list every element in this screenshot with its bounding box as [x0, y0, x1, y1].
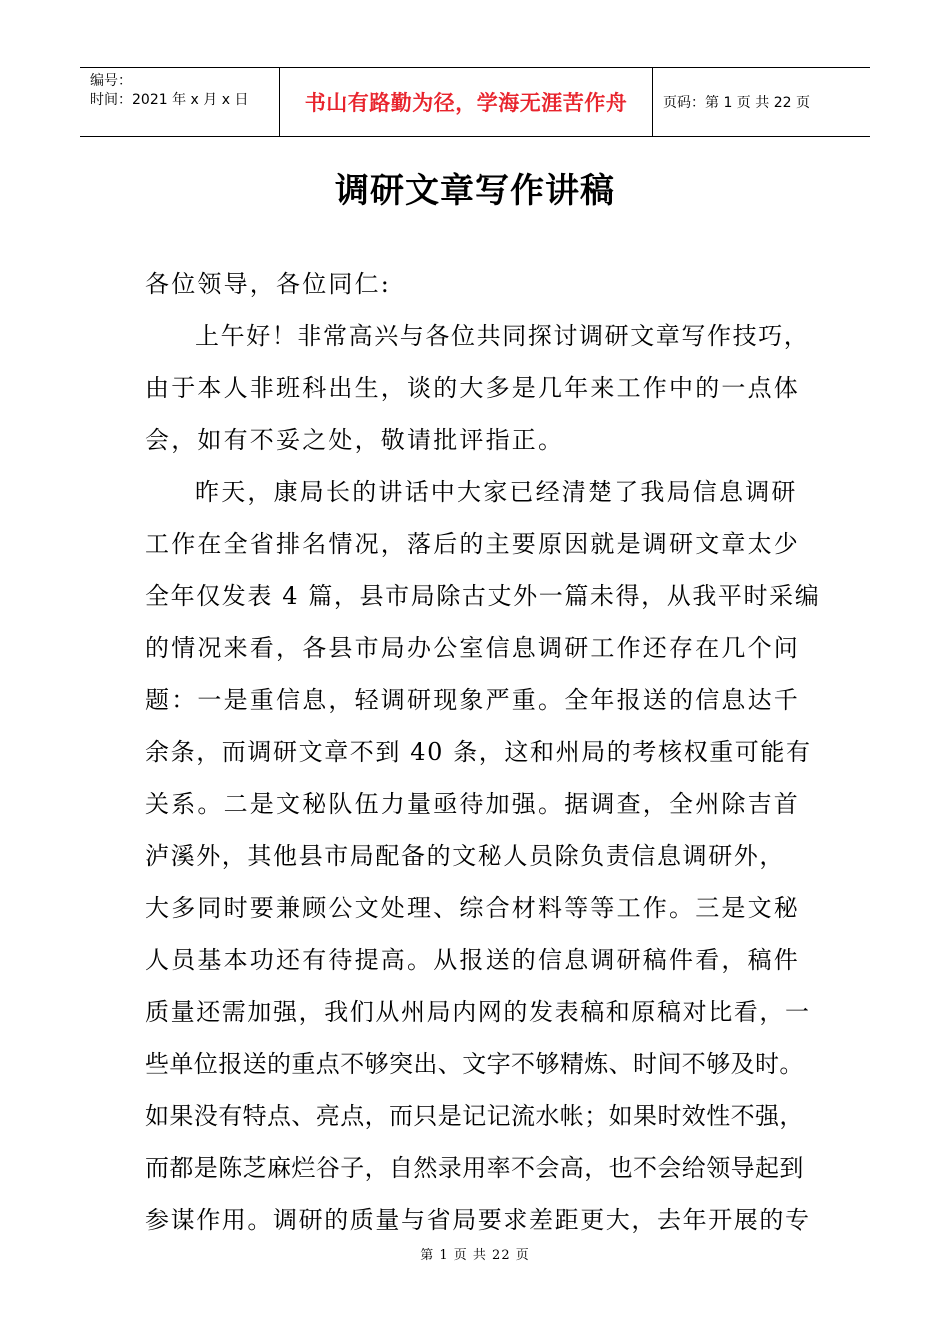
page-footer: 第 1 页 共 22 页: [420, 1248, 530, 1263]
body-line: 工作在全省排名情况，落后的主要原因就是调研文章太少: [145, 530, 800, 558]
body-line: 各位领导，各位同仁:: [145, 270, 392, 298]
body-line: 全年仅发表 4 篇，县市局除古丈外一篇未得，从我平时采编: [145, 582, 821, 610]
body-line: 题：一是重信息，轻调研现象严重。全年报送的信息达千: [145, 686, 800, 714]
body-line: 上午好！非常高兴与各位共同探讨调研文章写作技巧，: [195, 322, 810, 350]
body-line: 质量还需加强，我们从州局内网的发表稿和原稿对比看，一: [145, 998, 811, 1026]
body-line: 大多同时要兼顾公文处理、综合材料等等工作。三是文秘: [145, 894, 800, 922]
header-meta-cell: [80, 68, 280, 136]
body-line: 如果没有特点、亮点，而只是记记流水帐；如果时效性不强，: [145, 1102, 804, 1130]
page-info-cell: [653, 68, 870, 136]
body-line: 参谋作用。调研的质量与省局要求差距更大，去年开展的专: [145, 1206, 811, 1234]
motto-text: 书山有路勤为径，学海无涯苦作舟: [304, 91, 628, 115]
page-info-text: 页码：第 1 页 共 22 页: [663, 95, 810, 111]
motto-cell: [280, 68, 653, 136]
body-line: 的情况来看，各县市局办公室信息调研工作还存在几个问: [145, 634, 800, 662]
body-line: 会，如有不妥之处，敬请批评指正。: [145, 426, 565, 454]
body-line: 泸溪外，其他县市局配备的文秘人员除负责信息调研外，: [145, 842, 785, 870]
body-line: 关系。二是文秘队伍力量亟待加强。据调查，全州除吉首: [145, 790, 800, 818]
body-line: 而都是陈芝麻烂谷子，自然录用率不会高，也不会给领导起到: [145, 1154, 804, 1182]
number-label: 编号：: [90, 73, 132, 89]
body-line: 昨天，康局长的讲话中大家已经清楚了我局信息调研: [195, 478, 798, 506]
time-label: 时间：2021 年 x 月 x 日: [90, 92, 249, 108]
document-title: 调研文章写作讲稿: [335, 171, 615, 211]
body-line: 人员基本功还有待提高。从报送的信息调研稿件看，稿件: [145, 946, 800, 974]
document-body: [145, 258, 821, 1246]
header-table: [80, 67, 870, 137]
body-line: 余条，而调研文章不到 40 条，这和州局的考核权重可能有: [145, 738, 812, 766]
body-line: 由于本人非班科出生，谈的大多是几年来工作中的一点体: [145, 374, 800, 402]
body-line: 些单位报送的重点不够突出、文字不够精炼、时间不够及时。: [145, 1050, 804, 1078]
